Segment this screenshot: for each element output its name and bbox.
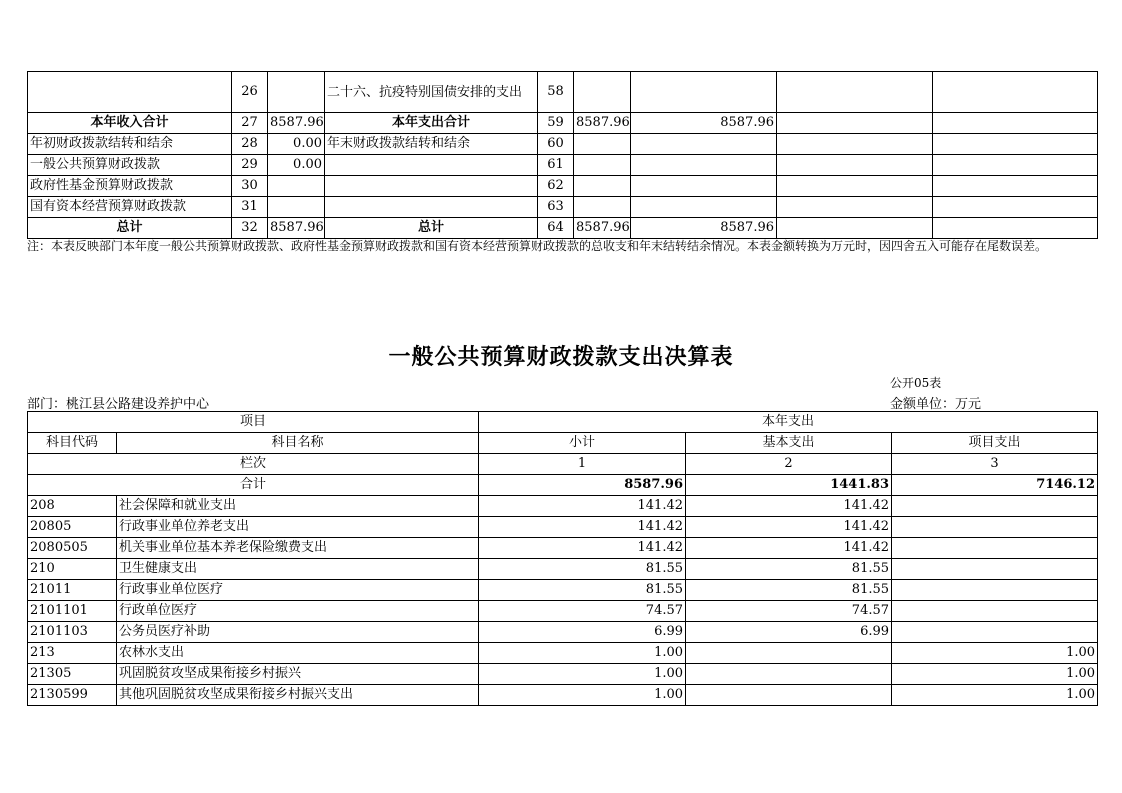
subtotal-value: 6.99 <box>479 622 686 643</box>
income-line-no: 27 <box>232 113 268 134</box>
basic-value: 81.55 <box>686 559 892 580</box>
header-current-year: 本年支出 <box>479 412 1098 433</box>
account-name: 社会保障和就业支出 <box>117 496 479 517</box>
column-number: 3 <box>892 454 1098 475</box>
expense-item <box>325 155 538 176</box>
header-basic: 基本支出 <box>686 433 892 454</box>
table-row <box>28 134 1098 155</box>
column-number: 1 <box>479 454 686 475</box>
income-line-no: 28 <box>232 134 268 155</box>
expense-amount-1: 8587.96 <box>574 113 631 134</box>
expense-item: 二十六、抗疫特别国债安排的支出 <box>325 72 538 113</box>
summary-table <box>27 71 1098 239</box>
empty-cell <box>933 155 1098 176</box>
empty-cell <box>933 134 1098 155</box>
expense-item: 本年支出合计 <box>325 113 538 134</box>
form-number: 公开05表 <box>890 376 942 390</box>
project-value: 1.00 <box>892 664 1098 685</box>
table-row <box>28 496 1098 517</box>
account-code: 2101101 <box>28 601 117 622</box>
table-row <box>28 601 1098 622</box>
subtotal-value: 141.42 <box>479 538 686 559</box>
income-item: 一般公共预算财政拨款 <box>28 155 232 176</box>
basic-value: 81.55 <box>686 580 892 601</box>
project-value <box>892 601 1098 622</box>
income-line-no: 29 <box>232 155 268 176</box>
table-row <box>28 538 1098 559</box>
income-item: 总计 <box>28 218 232 239</box>
header-column-no: 栏次 <box>28 454 479 475</box>
total-row <box>28 475 1098 496</box>
income-amount <box>268 72 325 113</box>
account-code: 208 <box>28 496 117 517</box>
income-item: 本年收入合计 <box>28 113 232 134</box>
header-item: 项目 <box>28 412 479 433</box>
empty-cell <box>777 218 933 239</box>
income-item: 年初财政拨款结转和结余 <box>28 134 232 155</box>
expense-amount-2: 8587.96 <box>631 113 777 134</box>
account-code: 213 <box>28 643 117 664</box>
income-amount: 0.00 <box>268 134 325 155</box>
table-row <box>28 580 1098 601</box>
account-name: 农林水支出 <box>117 643 479 664</box>
basic-value: 6.99 <box>686 622 892 643</box>
expense-amount-2: 8587.96 <box>631 218 777 239</box>
basic-value: 141.42 <box>686 517 892 538</box>
table-row <box>28 559 1098 580</box>
header-row <box>28 433 1098 454</box>
expense-line-no: 64 <box>538 218 574 239</box>
expense-item <box>325 197 538 218</box>
project-value <box>892 538 1098 559</box>
project-value <box>892 559 1098 580</box>
income-line-no: 31 <box>232 197 268 218</box>
empty-cell <box>933 197 1098 218</box>
table-row <box>28 72 1098 113</box>
income-line-no: 30 <box>232 176 268 197</box>
account-name: 其他巩固脱贫攻坚成果衔接乡村振兴支出 <box>117 685 479 706</box>
expense-amount-1 <box>574 72 631 113</box>
basic-value <box>686 685 892 706</box>
expenditure-table <box>27 411 1098 706</box>
project-value <box>892 622 1098 643</box>
income-line-no: 26 <box>232 72 268 113</box>
department-label: 部门：桃江县公路建设养护中心 <box>27 397 210 412</box>
account-code: 2080505 <box>28 538 117 559</box>
header-project: 项目支出 <box>892 433 1098 454</box>
empty-cell <box>777 72 933 113</box>
expense-amount-2 <box>631 155 777 176</box>
expense-amount-1 <box>574 155 631 176</box>
account-code: 21011 <box>28 580 117 601</box>
account-code: 210 <box>28 559 117 580</box>
income-amount: 8587.96 <box>268 218 325 239</box>
total-basic: 1441.83 <box>686 475 892 496</box>
expense-amount-1 <box>574 176 631 197</box>
empty-cell <box>933 72 1098 113</box>
header-row <box>28 412 1098 433</box>
account-name: 巩固脱贫攻坚成果衔接乡村振兴 <box>117 664 479 685</box>
account-name: 行政事业单位医疗 <box>117 580 479 601</box>
page-title: 一般公共预算财政拨款支出决算表 <box>388 344 734 370</box>
table-row <box>28 197 1098 218</box>
subtotal-value: 141.42 <box>479 496 686 517</box>
subtotal-value: 1.00 <box>479 664 686 685</box>
project-value <box>892 496 1098 517</box>
table-row <box>28 622 1098 643</box>
total-project: 7146.12 <box>892 475 1098 496</box>
subtotal-value: 81.55 <box>479 559 686 580</box>
table-row <box>28 176 1098 197</box>
empty-cell <box>777 113 933 134</box>
expense-amount-1 <box>574 134 631 155</box>
expense-amount-1: 8587.96 <box>574 218 631 239</box>
unit-label: 金额单位：万元 <box>890 397 982 412</box>
subtotal-value: 81.55 <box>479 580 686 601</box>
expense-amount-2 <box>631 72 777 113</box>
project-value <box>892 517 1098 538</box>
basic-value: 141.42 <box>686 496 892 517</box>
income-item: 国有资本经营预算财政拨款 <box>28 197 232 218</box>
subtotal-value: 74.57 <box>479 601 686 622</box>
empty-cell <box>777 176 933 197</box>
income-item <box>28 72 232 113</box>
empty-cell <box>933 218 1098 239</box>
basic-value: 141.42 <box>686 538 892 559</box>
income-amount: 0.00 <box>268 155 325 176</box>
empty-cell <box>933 113 1098 134</box>
header-row <box>28 454 1098 475</box>
income-amount <box>268 176 325 197</box>
expense-line-no: 60 <box>538 134 574 155</box>
empty-cell <box>933 176 1098 197</box>
account-name: 卫生健康支出 <box>117 559 479 580</box>
empty-cell <box>777 197 933 218</box>
expense-item: 年末财政拨款结转和结余 <box>325 134 538 155</box>
subtotal-value: 1.00 <box>479 685 686 706</box>
expense-amount-2 <box>631 176 777 197</box>
expense-amount-2 <box>631 197 777 218</box>
subtotal-value: 1.00 <box>479 643 686 664</box>
table-row <box>28 113 1098 134</box>
expense-amount-1 <box>574 197 631 218</box>
basic-value: 74.57 <box>686 601 892 622</box>
header-name: 科目名称 <box>117 433 479 454</box>
table-row <box>28 664 1098 685</box>
table-row <box>28 643 1098 664</box>
account-code: 20805 <box>28 517 117 538</box>
income-line-no: 32 <box>232 218 268 239</box>
header-subtotal: 小计 <box>479 433 686 454</box>
income-amount <box>268 197 325 218</box>
account-name: 行政单位医疗 <box>117 601 479 622</box>
expense-line-no: 59 <box>538 113 574 134</box>
basic-value <box>686 643 892 664</box>
account-code: 21305 <box>28 664 117 685</box>
empty-cell <box>777 155 933 176</box>
project-value: 1.00 <box>892 643 1098 664</box>
income-item: 政府性基金预算财政拨款 <box>28 176 232 197</box>
header-code: 科目代码 <box>28 433 117 454</box>
expense-line-no: 61 <box>538 155 574 176</box>
account-code: 2130599 <box>28 685 117 706</box>
table-row <box>28 218 1098 239</box>
table-row <box>28 685 1098 706</box>
project-value: 1.00 <box>892 685 1098 706</box>
account-name: 行政事业单位养老支出 <box>117 517 479 538</box>
expense-item <box>325 176 538 197</box>
subtotal-value: 141.42 <box>479 517 686 538</box>
expense-line-no: 62 <box>538 176 574 197</box>
expense-line-no: 63 <box>538 197 574 218</box>
account-name: 机关事业单位基本养老保险缴费支出 <box>117 538 479 559</box>
empty-cell <box>777 134 933 155</box>
table-row <box>28 517 1098 538</box>
account-code: 2101103 <box>28 622 117 643</box>
expense-line-no: 58 <box>538 72 574 113</box>
account-name: 公务员医疗补助 <box>117 622 479 643</box>
total-label: 合计 <box>28 475 479 496</box>
expense-amount-2 <box>631 134 777 155</box>
expense-item: 总计 <box>325 218 538 239</box>
income-amount: 8587.96 <box>268 113 325 134</box>
table-row <box>28 155 1098 176</box>
total-subtotal: 8587.96 <box>479 475 686 496</box>
basic-value <box>686 664 892 685</box>
column-number: 2 <box>686 454 892 475</box>
table-note: 注：本表反映部门本年度一般公共预算财政拨款、政府性基金预算财政拨款和国有资本经营预算财政拨款的总收支和年末结转结余情况。本表金额转换为万元时，因四舍五入可能存在尾数误差。 <box>27 239 1048 253</box>
project-value <box>892 580 1098 601</box>
